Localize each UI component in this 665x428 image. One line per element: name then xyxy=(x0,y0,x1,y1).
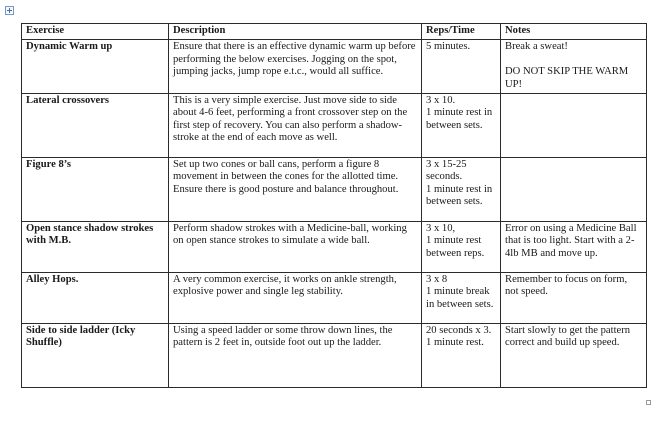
description-cell: Using a speed ladder or some throw down lines, the pattern is 2 feet in, outside foot out up the ladder. xyxy=(169,324,422,388)
notes-cell: Remember to focus on form, not speed. xyxy=(501,273,647,324)
table-row xyxy=(22,324,647,388)
reps-cell: 3 x 10, 1 minute rest between reps. xyxy=(422,222,501,273)
header-reps-time: Reps/Time xyxy=(422,24,501,40)
reps-cell: 3 x 15-25 seconds. 1 minute rest in between sets. xyxy=(422,158,501,222)
reps-cell: 3 x 10. 1 minute rest in between sets. xyxy=(422,94,501,158)
table-row xyxy=(22,158,647,222)
header-description: Description xyxy=(169,24,422,40)
exercise-cell: Open stance shadow strokes with M.B. xyxy=(22,222,169,273)
exercise-cell: Dynamic Warm up xyxy=(22,40,169,94)
description-cell: Ensure that there is an effective dynamic warm up before performing the below exercises. Jogging on the spot, jumping jacks, jump rope e.t.c., would all suffice. xyxy=(169,40,422,94)
exercise-table xyxy=(21,23,647,388)
table-header-row xyxy=(22,24,647,40)
notes-cell xyxy=(501,158,647,222)
reps-cell: 20 seconds x 3. 1 minute rest. xyxy=(422,324,501,388)
description-cell: Perform shadow strokes with a Medicine-ball, working on open stance strokes to simulate a wide ball. xyxy=(169,222,422,273)
exercise-cell: Side to side ladder (Icky Shuffle) xyxy=(22,324,169,388)
description-cell: A very common exercise, it works on ankle strength, explosive power and single leg stability. xyxy=(169,273,422,324)
header-exercise: Exercise xyxy=(22,24,169,40)
table-move-handle-icon[interactable] xyxy=(5,6,14,15)
exercise-cell: Alley Hops. xyxy=(22,273,169,324)
notes-cell xyxy=(501,94,647,158)
exercise-cell: Lateral crossovers xyxy=(22,94,169,158)
table-row xyxy=(22,222,647,273)
description-cell: This is a very simple exercise. Just move side to side about 4-6 feet, performing a front crossover step on the first step of recovery. You can also perform a shadow-stroke at the end of each move as well. xyxy=(169,94,422,158)
header-notes: Notes xyxy=(501,24,647,40)
notes-cell: Break a sweat! DO NOT SKIP THE WARM UP! xyxy=(501,40,647,94)
reps-cell: 3 x 8 1 minute break in between sets. xyxy=(422,273,501,324)
exercise-cell: Figure 8’s xyxy=(22,158,169,222)
notes-cell: Error on using a Medicine Ball that is too light. Start with a 2-4lb MB and move up. xyxy=(501,222,647,273)
table-row xyxy=(22,273,647,324)
table-row xyxy=(22,94,647,158)
table-row xyxy=(22,40,647,94)
reps-cell: 5 minutes. xyxy=(422,40,501,94)
table-resize-handle-icon[interactable] xyxy=(646,400,651,405)
description-cell: Set up two cones or ball cans, perform a figure 8 movement in between the cones for the allotted time. Ensure there is good posture and balance throughout. xyxy=(169,158,422,222)
notes-cell: Start slowly to get the pattern correct and build up speed. xyxy=(501,324,647,388)
